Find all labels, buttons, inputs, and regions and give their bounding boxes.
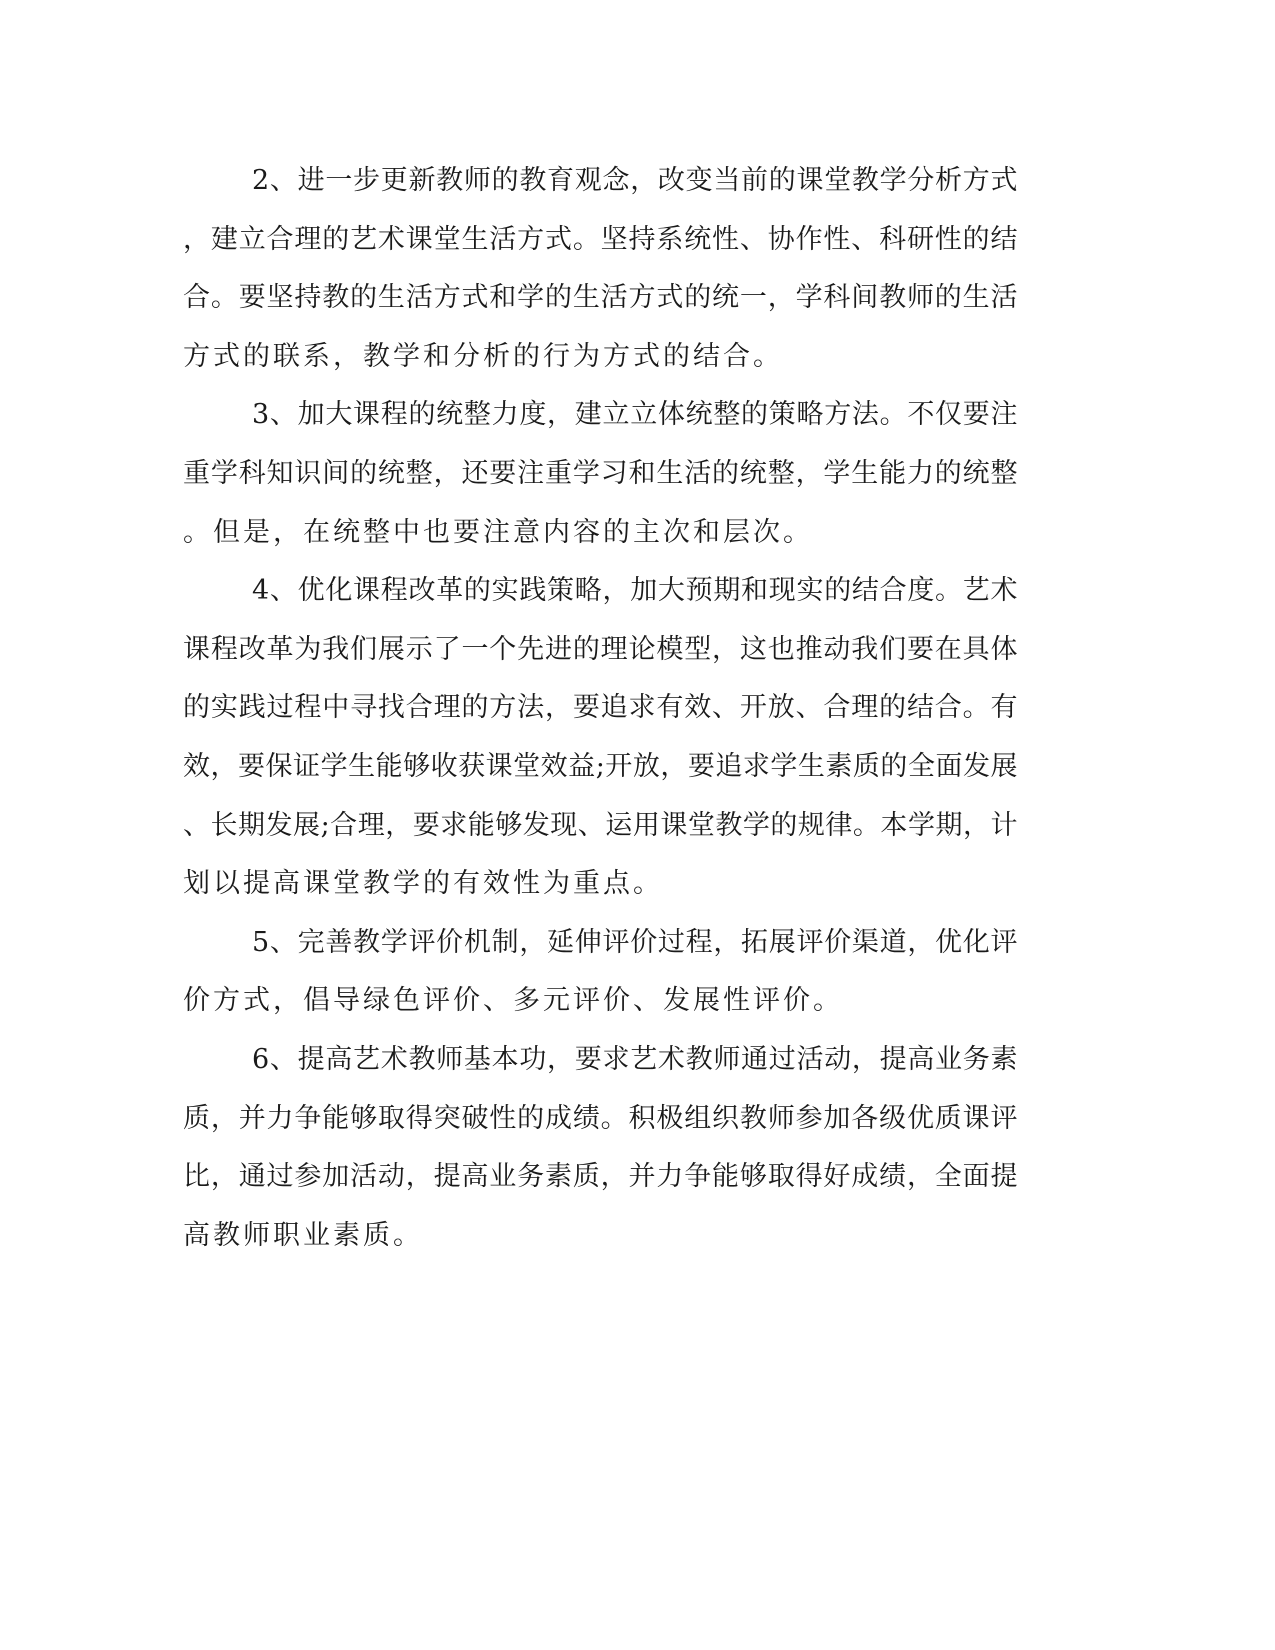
- paragraph-line: 质，并力争能够取得突破性的成绩。积极组织教师参加各级优质课评: [183, 1102, 1018, 1134]
- paragraph-line: 3、加大课程的统整力度，建立立体统整的策略方法。不仅要注: [252, 399, 1018, 431]
- paragraph-line: ，建立合理的艺术课堂生活方式。坚持系统性、协作性、科研性的结: [183, 223, 1018, 255]
- paragraph-line: 方式的联系，教学和分析的行为方式的结合。: [183, 340, 783, 372]
- paragraph-line: 5、完善教学评价机制，延伸评价过程，拓展评价渠道，优化评: [252, 926, 1018, 958]
- paragraph-line: 的实践过程中寻找合理的方法，要追求有效、开放、合理的结合。有: [183, 692, 1018, 724]
- paragraph-line: 4、优化课程改革的实践策略，加大预期和现实的结合度。艺术: [252, 575, 1018, 607]
- paragraph-line: 重学科知识间的统整，还要注重学习和生活的统整，学生能力的统整: [183, 457, 1018, 489]
- paragraph-line: 比，通过参加活动，提高业务素质，并力争能够取得好成绩，全面提: [183, 1161, 1018, 1193]
- paragraph-2: [183, 152, 1018, 386]
- paragraph-6: [183, 1031, 1018, 1265]
- paragraph-3: [183, 386, 1018, 562]
- paragraph-line: 2、进一步更新教师的教育观念，改变当前的课堂教学分析方式: [252, 165, 1018, 196]
- paragraph-line: 合。要坚持教的生活方式和学的生活方式的统一，学科间教师的生活: [183, 282, 1018, 314]
- paragraph-line: 划以提高课堂教学的有效性为重点。: [183, 868, 663, 900]
- paragraph-4: [183, 562, 1018, 914]
- paragraph-line: 效，要保证学生能够收获课堂效益;开放，要追求学生素质的全面发展: [183, 750, 1018, 782]
- document-body: [183, 152, 1018, 1265]
- paragraph-line: 课程改革为我们展示了一个先进的理论模型，这也推动我们要在具体: [183, 633, 1018, 665]
- paragraph-line: 6、提高艺术教师基本功，要求艺术教师通过活动，提高业务素: [252, 1043, 1018, 1075]
- paragraph-line: 高教师职业素质。: [183, 1219, 423, 1251]
- paragraph-line: 。但是，在统整中也要注意内容的主次和层次。: [183, 516, 813, 548]
- paragraph-5: [183, 914, 1018, 1031]
- paragraph-line: 价方式，倡导绿色评价、多元评价、发展性评价。: [183, 985, 843, 1017]
- paragraph-line: 、长期发展;合理，要求能够发现、运用课堂教学的规律。本学期，计: [183, 809, 1018, 841]
